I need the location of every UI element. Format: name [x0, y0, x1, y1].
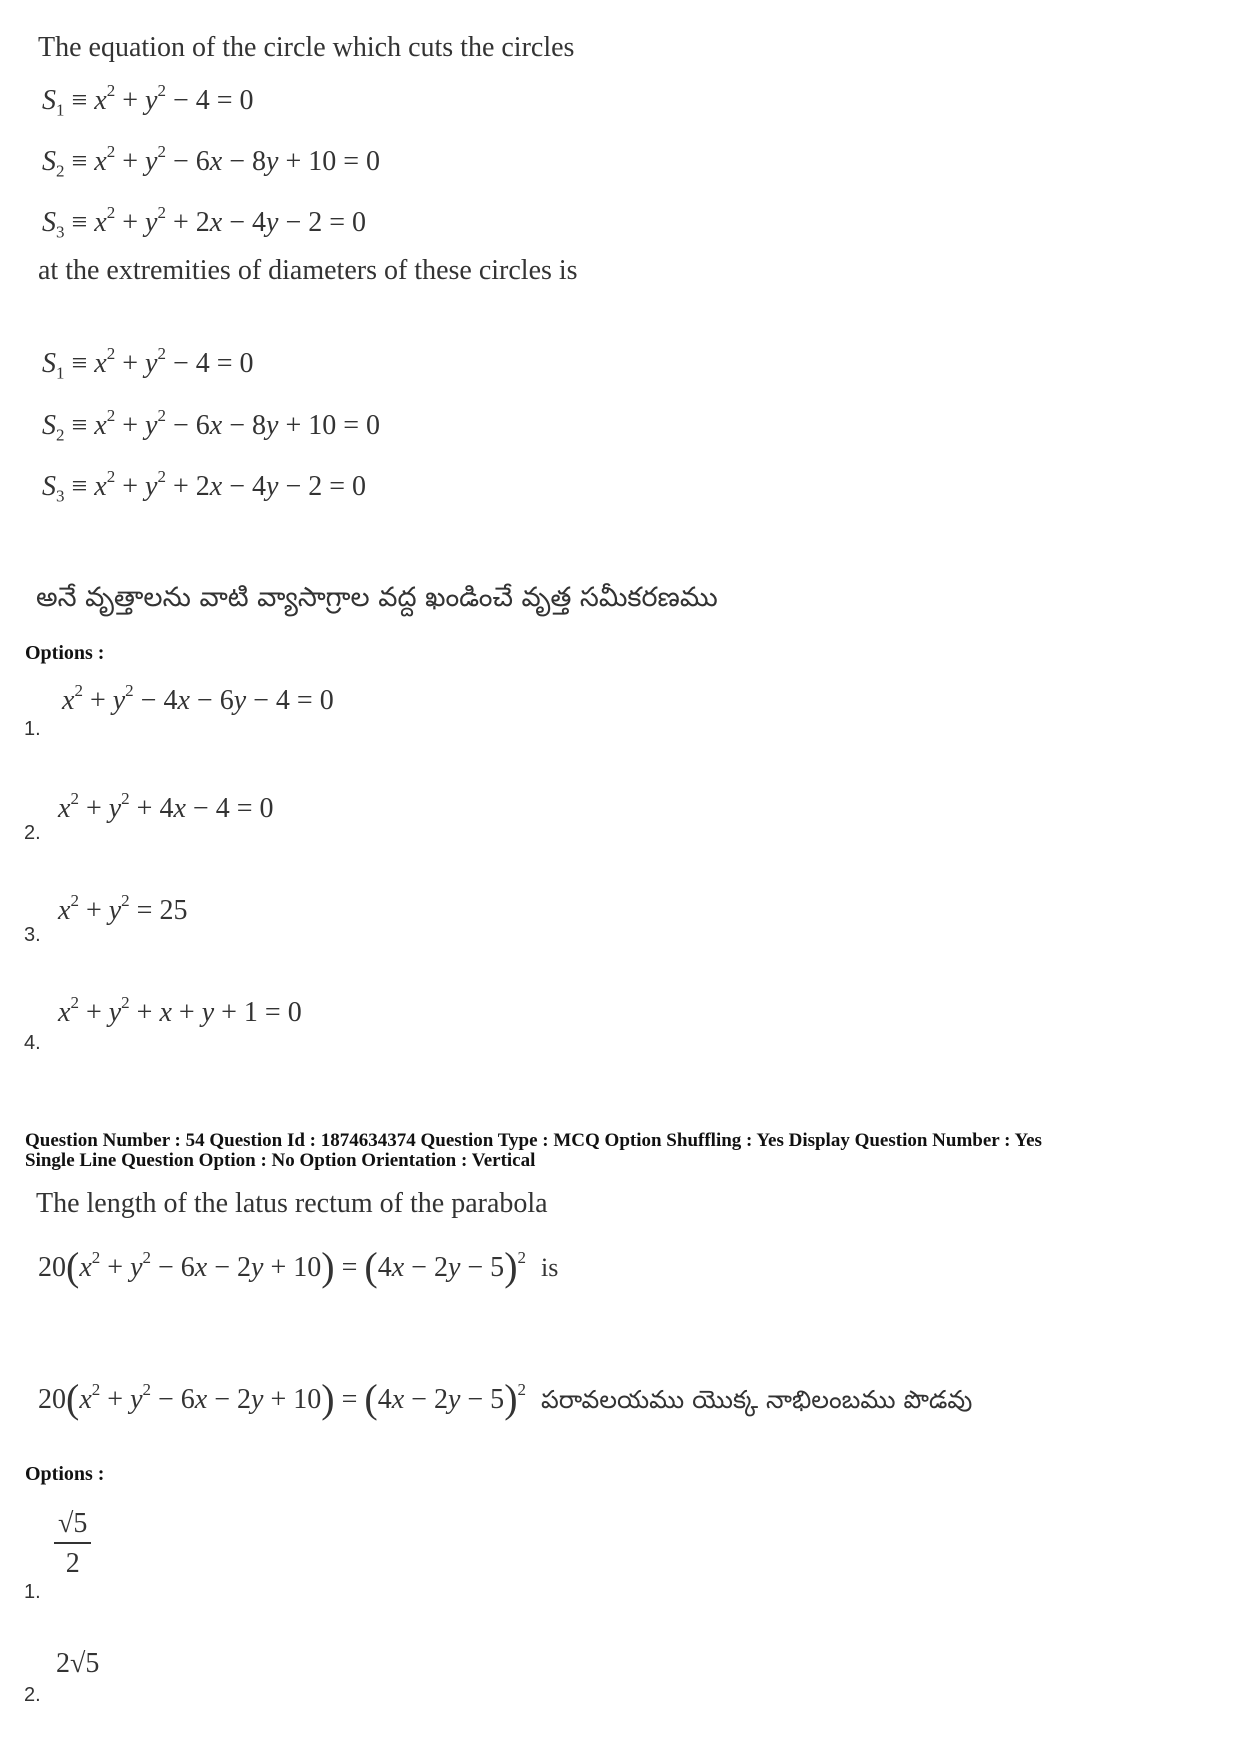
- question-54-meta-line-1: Question Number : 54 Question Id : 1874634374 Question Type : MCQ Option Shuffling : Yes Display Question Number : Yes: [25, 1130, 1042, 1151]
- circle-s1-equation: $S_1 \equiv x^2 + y^2 - 4 = 0$: [42, 80, 254, 120]
- circle-s3-equation-telugu: $S_3 \equiv x^2 + y^2 + 2x - 4y - 2 = 0$: [42, 466, 367, 506]
- q53-option-2[interactable]: $x^2 + y^2 + 4x - 4 = 0$: [58, 788, 274, 824]
- question-53-outro: at the extremities of diameters of these circles is: [38, 255, 578, 286]
- question-54-intro: The length of the latus rectum of the parabola: [36, 1188, 548, 1219]
- circle-s3-equation: $S_3 \equiv x^2 + y^2 + 2x - 4y - 2 = 0$: [42, 202, 367, 242]
- question-54-options-label: Options :: [25, 1463, 105, 1485]
- question-53-intro: The equation of the circle which cuts the circles: [38, 32, 575, 63]
- q53-option-1[interactable]: $x^2 + y^2 - 4x - 6y - 4 = 0$: [62, 680, 334, 716]
- q53-option-3[interactable]: $x^2 + y^2 = 25$: [58, 890, 188, 926]
- parabola-equation-telugu: $20(x^2 + y^2 - 6x - 2y + 10) = (4x - 2y - 5)^2$ పరావలయము యొక్క నాభిలంబము పొడవు: [38, 1376, 973, 1421]
- option-number: 4.: [24, 1032, 41, 1054]
- option-number: 1.: [24, 718, 41, 740]
- fraction-numerator: √5: [54, 1508, 91, 1544]
- fraction-denominator: 2: [65, 1548, 80, 1579]
- q54-option-1[interactable]: [54, 1508, 91, 1580]
- question-54-telugu-text: పరావలయము యొక్క నాభిలంబము పొడవు: [541, 1385, 973, 1414]
- option-number: 2.: [24, 822, 41, 844]
- q53-option-4[interactable]: $x^2 + y^2 + x + y + 1 = 0$: [58, 992, 302, 1028]
- circle-s1-equation-telugu: $S_1 \equiv x^2 + y^2 - 4 = 0$: [42, 343, 254, 383]
- parabola-equation: $20(x^2 + y^2 - 6x - 2y + 10) = (4x - 2y - 5)^2$ is: [38, 1244, 559, 1289]
- option-number: 2.: [24, 1684, 41, 1706]
- equation-suffix: is: [541, 1253, 559, 1282]
- circle-s2-equation-telugu: $S_2 \equiv x^2 + y^2 - 6x - 8y + 10 = 0$: [42, 405, 381, 445]
- circle-s2-equation: $S_2 \equiv x^2 + y^2 - 6x - 8y + 10 = 0$: [42, 141, 381, 181]
- option-number: 3.: [24, 924, 41, 946]
- question-53-options-label: Options :: [25, 642, 105, 664]
- question-53-telugu-text: అనే వృత్తాలను వాటి వ్యాసాగ్రాల వద్ద ఖండించే వృత్త సమీకరణము: [36, 582, 718, 613]
- q54-option-2[interactable]: 2√5: [56, 1648, 100, 1679]
- option-number: 1.: [24, 1581, 41, 1603]
- question-54-meta-line-2: Single Line Question Option : No Option Orientation : Vertical: [25, 1150, 536, 1171]
